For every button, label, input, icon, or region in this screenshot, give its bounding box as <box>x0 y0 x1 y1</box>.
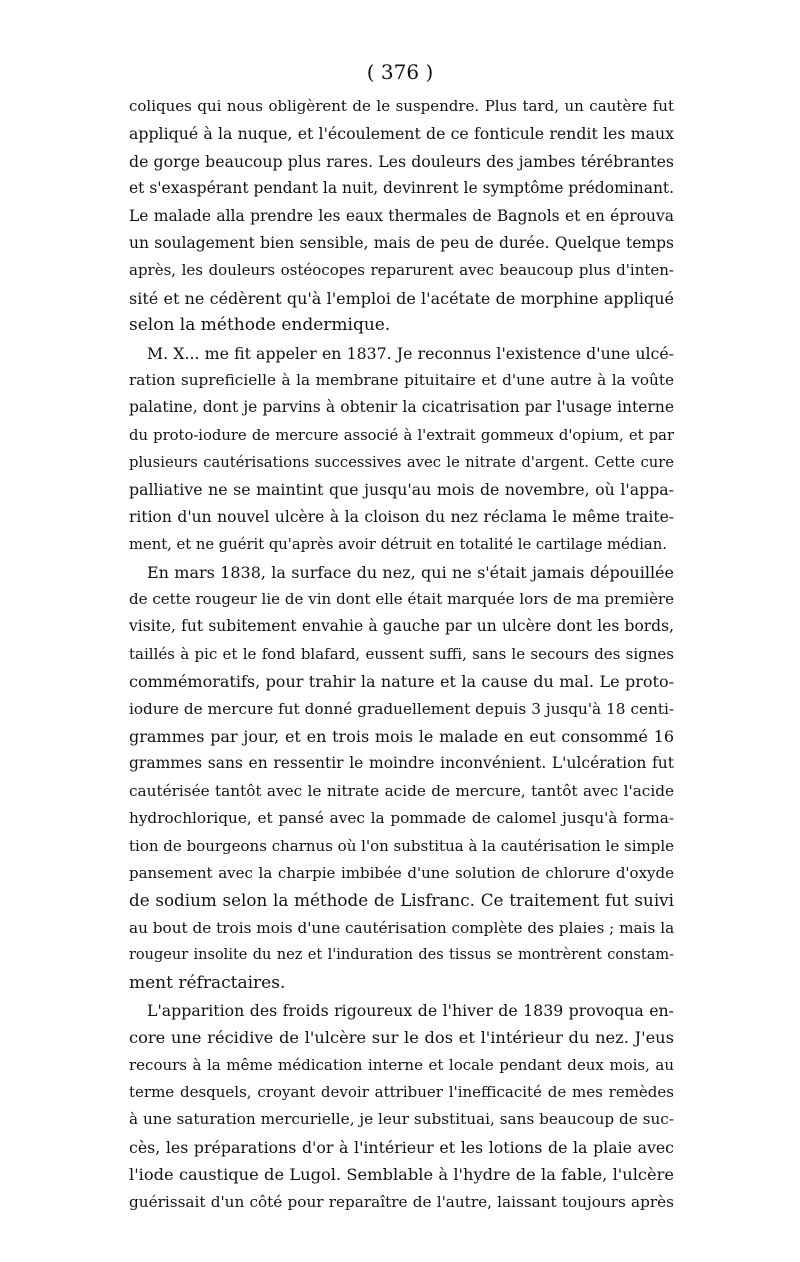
text-line: tion de bourgeons charnus où l'on substitua à la cautérisation le simple <box>129 836 674 855</box>
text-line: ment réfractaires. <box>129 972 286 993</box>
text-line: guérissait d'un côté pour reparaître de l'autre, laissant toujours après <box>129 1192 674 1211</box>
text-line: En mars 1838, la surface du nez, qui ne s'était jamais dépouillée <box>147 562 674 582</box>
text-line: sité et ne cédèrent qu'à l'emploi de l'acétate de morphine appliqué <box>129 288 674 308</box>
text-line: iodure de mercure fut donné graduellement depuis 3 jusqu'à 18 centi- <box>129 699 674 718</box>
text-line: M. X... me fit appeler en 1837. Je reconnus l'existence d'une ulcé- <box>147 343 674 363</box>
text-line: de cette rougeur lie de vin dont elle était marquée lors de ma première <box>129 590 674 609</box>
text-line: un soulagement bien sensible, mais de peu de durée. Quelque temps <box>129 233 674 252</box>
text-line: palatine, dont je parvins à obtenir la cicatrisation par l'usage interne <box>129 398 674 417</box>
text-line: de gorge beaucoup plus rares. Les douleurs des jambes térébrantes <box>129 151 674 171</box>
text-line: coliques qui nous obligèrent de le suspendre. Plus tard, un cautère fut <box>129 97 674 115</box>
text-line: L'apparition des froids rigoureux de l'hiver de 1839 provoqua en- <box>147 1000 674 1020</box>
text-line: rition d'un nouvel ulcère à la cloison du nez réclama le même traite- <box>129 507 674 526</box>
text-line: selon la méthode endermique. <box>129 315 391 336</box>
text-line: hydrochlorique, et pansé avec la pommade de calomel jusqu'à forma- <box>129 809 674 828</box>
text-line: commémoratifs, pour trahir la nature et la cause du mal. Le proto- <box>129 672 674 692</box>
text-line: terme desquels, croyant devoir attribuer l'inefficacité de mes remèdes <box>129 1083 674 1102</box>
text-line: rougeur insolite du nez et l'induration des tissus se montrèrent constam- <box>129 947 674 964</box>
text-line: de sodium selon la méthode de Lisfranc. Ce traitement fut suivi <box>129 890 674 911</box>
text-line: ment, et ne guérit qu'après avoir détruit en totalité le cartilage médian. <box>129 536 667 554</box>
text-line: pansement avec la charpie imbibée d'une solution de chlorure d'oxyde <box>129 863 674 882</box>
text-line: plusieurs cautérisations successives avec le nitrate d'argent. Cette cure <box>129 454 674 472</box>
text-line: et s'exaspérant pendant la nuit, devinrent le symptôme prédominant. <box>129 179 675 198</box>
page-number: ( 376 ) <box>366 60 434 84</box>
text-line: palliative ne se maintint que jusqu'au mois de novembre, où l'appa- <box>129 480 674 500</box>
text-line: cès, les préparations d'or à l'intérieur et les lotions de la plaie avec <box>129 1137 674 1157</box>
text-line: Le malade alla prendre les eaux thermales de Bagnols et en éprouva <box>129 206 674 225</box>
text-line: appliqué à la nuque, et l'écoulement de ce fonticule rendit les maux <box>129 124 674 144</box>
text-line: core une récidive de l'ulcère sur le dos et l'intérieur du nez. J'eus <box>129 1028 674 1048</box>
text-line: du proto-iodure de mercure associé à l'extrait gommeux d'opium, et par <box>129 426 674 444</box>
text-line: visite, fut subitement envahie à gauche par un ulcère dont les bords, <box>129 617 674 636</box>
text-line: grammes sans en ressentir le moindre inconvénient. L'ulcération fut <box>129 754 674 773</box>
body-text <box>129 93 674 1216</box>
text-line: l'iode caustique de Lugol. Semblable à l'hydre de la fable, l'ulcère <box>129 1165 674 1185</box>
text-line: ration supreficielle à la membrane pituitaire et d'une autre à la voûte <box>129 370 674 389</box>
text-line: grammes par jour, et en trois mois le malade en eut consommé 16 <box>129 726 674 746</box>
text-line: après, les douleurs ostéocopes reparurent avec beaucoup plus d'inten- <box>129 261 674 280</box>
text-line: cautérisée tantôt avec le nitrate acide de mercure, tantôt avec l'acide <box>129 781 674 800</box>
text-line: recours à la même médication interne et locale pendant deux mois, au <box>129 1055 674 1074</box>
text-line: à une saturation mercurielle, je leur substituai, sans beaucoup de suc- <box>129 1110 674 1129</box>
text-line: taillés à pic et le fond blafard, eussent suffi, sans le secours des signes <box>129 644 674 663</box>
text-line: au bout de trois mois d'une cautérisation complète des plaies ; mais la <box>129 918 675 937</box>
